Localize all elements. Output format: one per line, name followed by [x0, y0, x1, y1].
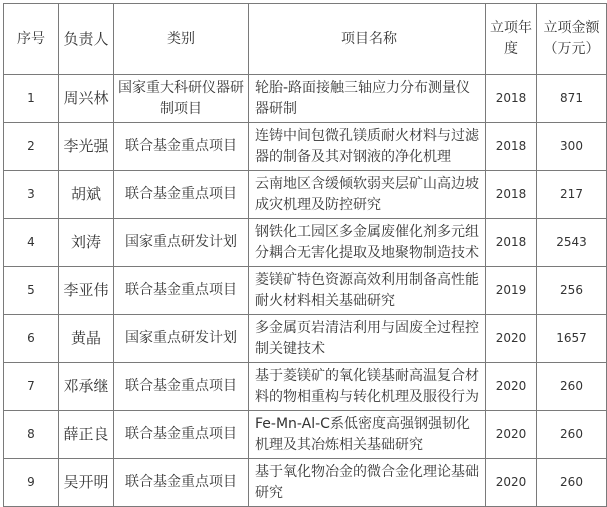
cell-category: 联合基金重点项目 [114, 123, 249, 171]
cell-amount: 260 [537, 363, 607, 411]
cell-amount: 260 [537, 411, 607, 459]
cell-year: 2018 [486, 171, 537, 219]
cell-no: 2 [4, 123, 59, 171]
cell-person: 吴开明 [59, 459, 114, 507]
cell-project-name: 菱镁矿特色资源高效利用制备高性能耐火材料相关基础研究 [249, 267, 486, 315]
table-row [4, 411, 607, 459]
cell-no: 5 [4, 267, 59, 315]
cell-category: 国家重点研发计划 [114, 315, 249, 363]
header-category: 类别 [114, 4, 249, 75]
cell-person: 刘涛 [59, 219, 114, 267]
cell-no: 6 [4, 315, 59, 363]
cell-category: 国家重点研发计划 [114, 219, 249, 267]
cell-project-name: Fe-Mn-Al-C系低密度高强钢强韧化机理及其冶炼相关基础研究 [249, 411, 486, 459]
table-row [4, 123, 607, 171]
cell-no: 9 [4, 459, 59, 507]
cell-category: 联合基金重点项目 [114, 459, 249, 507]
cell-person: 薛正良 [59, 411, 114, 459]
table-row [4, 459, 607, 507]
cell-year: 2018 [486, 123, 537, 171]
cell-year: 2018 [486, 219, 537, 267]
project-table-container [3, 3, 604, 502]
header-year: 立项年度 [486, 4, 537, 75]
cell-amount: 217 [537, 171, 607, 219]
cell-person: 黄晶 [59, 315, 114, 363]
cell-year: 2019 [486, 267, 537, 315]
project-table [3, 3, 607, 507]
table-row [4, 171, 607, 219]
table-row [4, 219, 607, 267]
cell-no: 8 [4, 411, 59, 459]
table-row [4, 315, 607, 363]
cell-amount: 300 [537, 123, 607, 171]
cell-category: 联合基金重点项目 [114, 363, 249, 411]
cell-year: 2018 [486, 75, 537, 123]
cell-person: 李亚伟 [59, 267, 114, 315]
cell-year: 2020 [486, 459, 537, 507]
cell-no: 3 [4, 171, 59, 219]
table-header-row [4, 4, 607, 75]
cell-category: 联合基金重点项目 [114, 411, 249, 459]
cell-no: 1 [4, 75, 59, 123]
cell-person: 胡斌 [59, 171, 114, 219]
cell-no: 7 [4, 363, 59, 411]
cell-project-name: 云南地区含缓倾软弱夹层矿山高边坡成灾机理及防控研究 [249, 171, 486, 219]
cell-category: 联合基金重点项目 [114, 267, 249, 315]
header-person: 负责人 [59, 4, 114, 75]
cell-amount: 871 [537, 75, 607, 123]
cell-project-name: 多金属页岩清洁利用与固废全过程控制关键技术 [249, 315, 486, 363]
header-amount: 立项金额（万元） [537, 4, 607, 75]
cell-person: 邓承继 [59, 363, 114, 411]
cell-amount: 2543 [537, 219, 607, 267]
table-row [4, 75, 607, 123]
cell-category: 国家重大科研仪器研制项目 [114, 75, 249, 123]
cell-no: 4 [4, 219, 59, 267]
table-row [4, 363, 607, 411]
cell-category: 联合基金重点项目 [114, 171, 249, 219]
table-row [4, 267, 607, 315]
cell-project-name: 钢铁化工园区多金属废催化剂多元组分耦合无害化提取及地聚物制造技术 [249, 219, 486, 267]
cell-project-name: 连铸中间包微孔镁质耐火材料与过滤器的制备及其对钢液的净化机理 [249, 123, 486, 171]
cell-year: 2020 [486, 411, 537, 459]
cell-amount: 260 [537, 459, 607, 507]
cell-year: 2020 [486, 315, 537, 363]
cell-amount: 1657 [537, 315, 607, 363]
cell-year: 2020 [486, 363, 537, 411]
cell-project-name: 轮胎-路面接触三轴应力分布测量仪器研制 [249, 75, 486, 123]
cell-project-name: 基于菱镁矿的氧化镁基耐高温复合材料的物相重构与转化机理及服役行为 [249, 363, 486, 411]
header-project-name: 项目名称 [249, 4, 486, 75]
cell-person: 李光强 [59, 123, 114, 171]
cell-project-name: 基于氧化物冶金的微合金化理论基础研究 [249, 459, 486, 507]
header-no: 序号 [4, 4, 59, 75]
cell-amount: 256 [537, 267, 607, 315]
cell-person: 周兴林 [59, 75, 114, 123]
